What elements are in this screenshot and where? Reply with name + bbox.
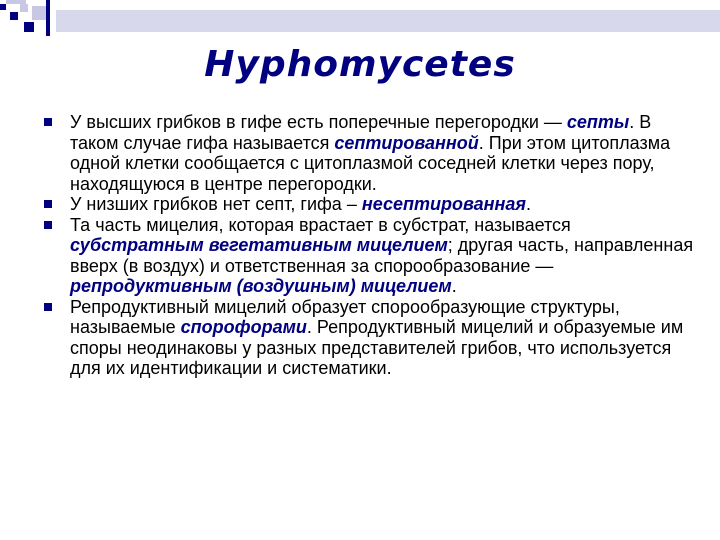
bullet-text: У низших грибков нет септ, гифа –	[70, 194, 362, 214]
bullet-text: У высших грибков в гифе есть поперечные перегородки —	[70, 112, 567, 132]
bullet-text: . В таком случае гифа называется	[70, 112, 652, 153]
bullet-item	[44, 297, 694, 379]
bullet-text: Та часть мицелия, которая врастает в субстрат, называется	[70, 214, 571, 235]
header-decoration	[0, 0, 720, 40]
term-highlight: септы	[566, 112, 630, 132]
bullet-item	[44, 112, 694, 194]
bullet-square-icon	[44, 200, 52, 208]
bullet-text: .	[451, 276, 457, 296]
term-highlight: септированной	[334, 132, 479, 153]
bullet-square-icon	[44, 118, 52, 126]
bullet-text: ; другая часть, направленная вверх (в воздух) и ответственная за спорообразование —	[70, 235, 694, 276]
term-highlight: несептированная	[361, 194, 526, 214]
bullet-list	[44, 112, 694, 379]
bullet-text: Репродуктивный мицелий образует спорообразующие структуры, называемые	[70, 296, 620, 337]
term-highlight: субстратным вегетативным мицелием	[70, 235, 448, 255]
term-highlight: спорофорами	[180, 317, 307, 337]
bullet-square-icon	[44, 303, 52, 311]
page-title: Hyphomycetes	[204, 44, 516, 85]
bullet-text: .	[525, 194, 531, 214]
bullet-text: . Репродуктивный мицелий и образуемые им споры неодинаковы у разных представителей грибов, что используется для их идентификации и систематики.	[70, 317, 684, 378]
term-highlight: репродуктивным (воздушным) мицелием	[70, 276, 452, 296]
bullet-text: . При этом цитоплазма одной клетки сообщается с цитоплазмой соседней клетки через пору, находящуюся в центре перегородки.	[70, 132, 671, 194]
bullet-square-icon	[44, 221, 52, 229]
bullet-item	[44, 194, 694, 215]
bullet-item	[44, 215, 694, 297]
